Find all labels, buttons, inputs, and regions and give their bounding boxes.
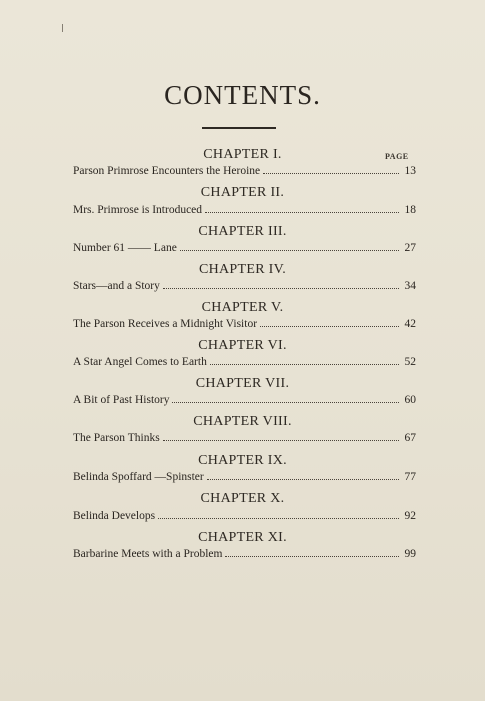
toc-entry-page: 67 [404, 432, 416, 444]
toc-entry-page: 99 [404, 548, 416, 560]
dot-leader [163, 288, 399, 289]
chapter-heading: CHAPTER I. [203, 147, 282, 162]
dot-leader [207, 479, 399, 480]
toc-entry-page: 52 [404, 356, 416, 368]
chapter-heading: CHAPTER IX. [198, 453, 287, 468]
toc-entry-title: The Parson Receives a Midnight Visitor [73, 318, 258, 330]
dot-leader [172, 402, 398, 403]
chapter-heading: CHAPTER III. [198, 224, 287, 239]
toc-entry-title: Barbarine Meets with a Problem [73, 548, 223, 560]
chapter-heading: CHAPTER II. [200, 185, 285, 200]
toc-entry-title: Parson Primrose Encounters the Heroine [73, 165, 261, 177]
title-rule [202, 127, 276, 129]
page-column-label: PAGE [385, 152, 409, 161]
dot-leader [158, 518, 398, 519]
toc-entry-page: 18 [404, 204, 416, 216]
toc-entry [73, 280, 416, 292]
toc-entry-page: 60 [404, 394, 416, 406]
dot-leader [210, 364, 399, 365]
toc-entry-page: 92 [404, 510, 416, 522]
toc-entry [73, 242, 416, 254]
toc-entry-title: A Bit of Past History [73, 394, 170, 406]
chapter-heading: CHAPTER VII. [195, 376, 290, 391]
dot-leader [163, 440, 399, 441]
toc-entry [73, 432, 416, 444]
dot-leader [180, 250, 399, 251]
toc-entry-title: The Parson Thinks [73, 432, 160, 444]
page-mark [62, 24, 63, 32]
toc-entry [73, 510, 416, 522]
toc-entry-title: Belinda Spoffard —Spinster [73, 471, 204, 483]
toc-entry-page: 42 [404, 318, 416, 330]
toc-entry [73, 318, 416, 330]
toc-entry-title: Mrs. Primrose is Introduced [73, 204, 203, 216]
toc-entry-page: 34 [404, 280, 416, 292]
chapter-heading: CHAPTER VIII. [193, 414, 292, 429]
chapter-heading: CHAPTER XI. [198, 530, 287, 545]
dot-leader [205, 212, 398, 213]
toc-entry [73, 204, 416, 216]
toc-entry [73, 548, 416, 560]
toc-entry-title: Stars—and a Story [73, 280, 160, 292]
toc-entry-page: 27 [404, 242, 416, 254]
chapter-heading: CHAPTER X. [200, 491, 285, 506]
toc-entry-title: A Star Angel Comes to Earth [73, 356, 207, 368]
toc-entry [73, 356, 416, 368]
toc-entry-title: Belinda Develops [73, 510, 156, 522]
dot-leader [260, 326, 398, 327]
toc-entry [73, 394, 416, 406]
dot-leader [263, 173, 398, 174]
toc-entry-page: 13 [404, 165, 416, 177]
toc-entry [73, 165, 416, 177]
dot-leader [225, 556, 398, 557]
page-title: CONTENTS. [164, 80, 321, 110]
chapter-heading: CHAPTER V. [201, 300, 284, 315]
toc-entry [73, 471, 416, 483]
chapter-heading: CHAPTER IV. [198, 262, 287, 277]
chapter-heading: CHAPTER VI. [198, 338, 287, 353]
toc-entry-title: Number 61 —— Lane [73, 242, 177, 254]
toc-entry-page: 77 [404, 471, 416, 483]
